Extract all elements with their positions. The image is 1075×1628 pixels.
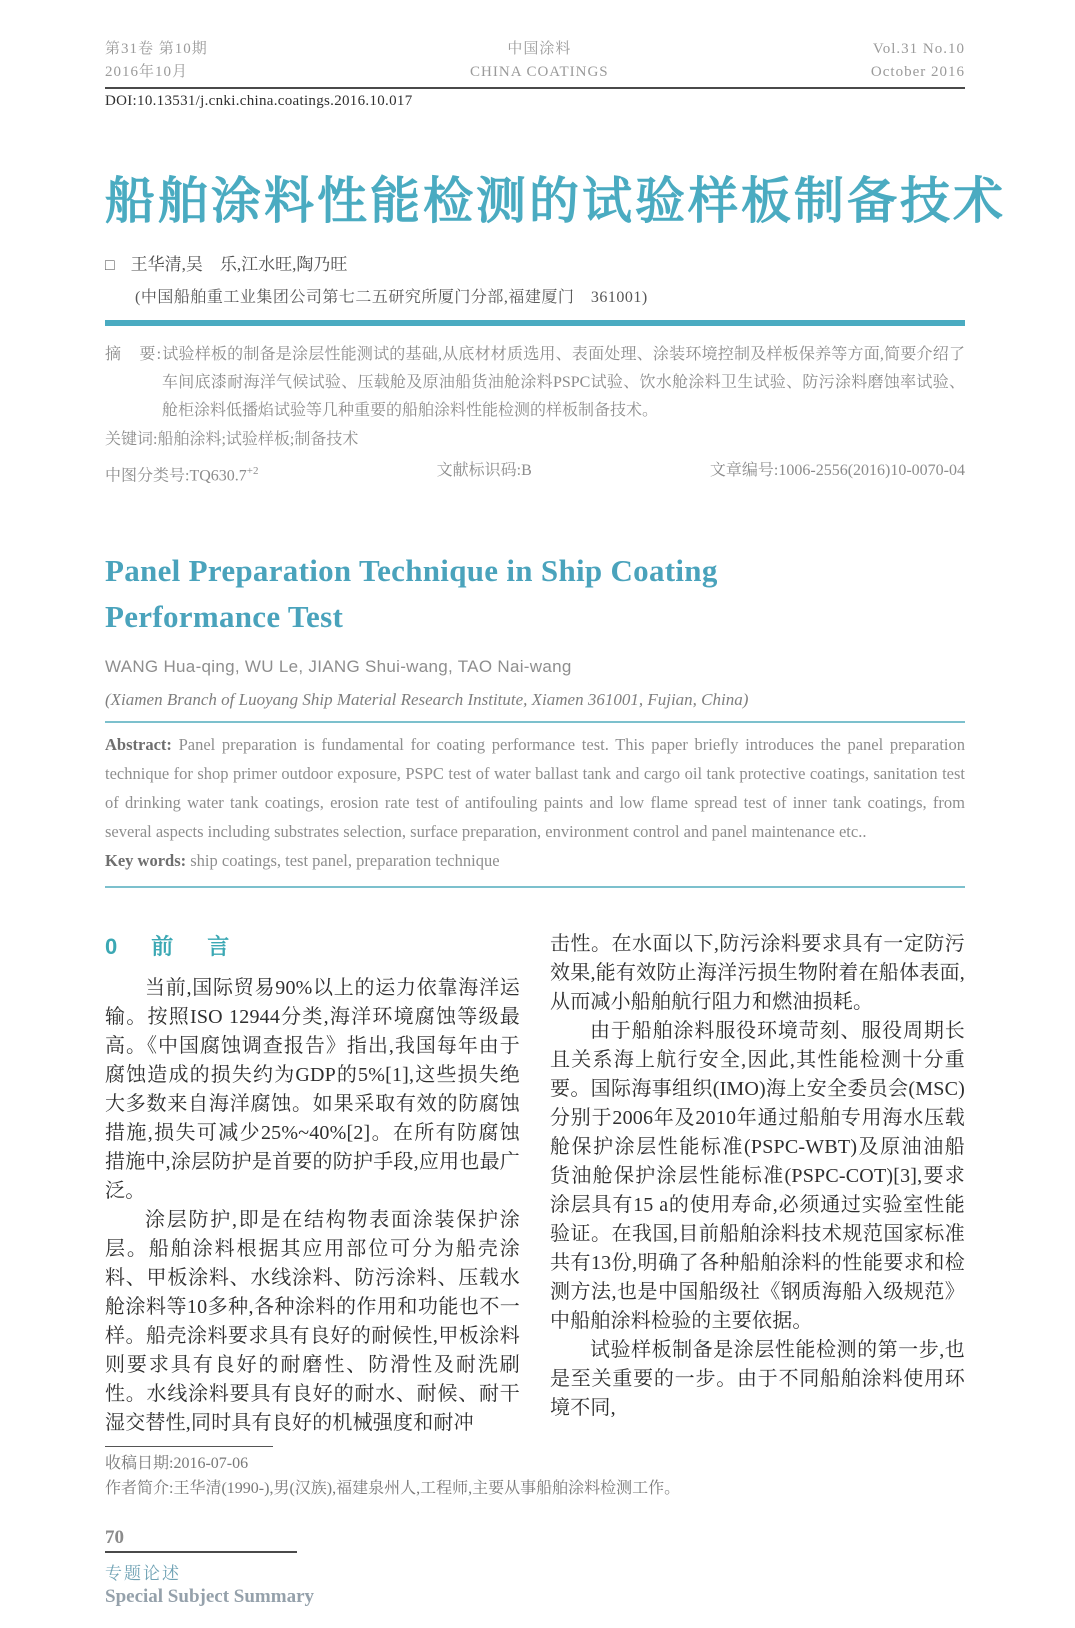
footer-divider <box>105 1551 297 1553</box>
received-date: 2016-07-06 <box>173 1455 249 1473</box>
body-paragraph: 试验样板制备是涂层性能检测的第一步,也是至关重要的一步。由于不同船舶涂料使用环境不同, <box>550 1339 965 1420</box>
header-journal-name <box>470 38 609 84</box>
keywords-label-cn: 关键词: <box>105 431 158 448</box>
abstract-label-cn: 摘 要: <box>105 346 163 363</box>
journal-header <box>105 38 965 110</box>
doc-code-label: 文献标识码: <box>436 462 522 479</box>
article-title-cn: 船舶涂料性能检测的试验样板制备技术 <box>105 173 1006 229</box>
abstract-label-en: Abstract: <box>105 735 172 755</box>
body-paragraph: 涂层防护,即是在结构物表面涂装保护涂层。船舶涂料根据其应用部位可分为船壳涂料、甲板涂料、水线涂料、防污涂料、压载水舱涂料等10多种,各种涂料的作用和功能也不一样。船壳涂料要求具有良好的耐候性,甲板涂料则要求具有良好的耐磨性、防滑性及耐洗刷性。水线涂料要具有良好的耐水、耐候、耐干湿交替性,同时具有良好的机械强度和耐冲 <box>105 1209 520 1435</box>
keywords-line-cn <box>105 426 965 454</box>
doi-line: DOI:10.13531/j.cnki.china.coatings.2016.10.017 <box>105 93 413 109</box>
body-column-right <box>550 930 965 1438</box>
keywords-cn: 船舶涂料;试验样板;制备技术 <box>157 431 359 448</box>
author-bio-line <box>105 1476 965 1501</box>
abstract-paragraph-en <box>105 730 965 846</box>
doc-code-value: B <box>521 462 532 479</box>
article-id <box>710 457 965 490</box>
abstract-bottom-rule <box>105 886 965 888</box>
clc-label: 中图分类号: <box>105 467 190 485</box>
clc-superscript: +2 <box>246 465 259 477</box>
clc-value: TQ630.7 <box>189 467 247 485</box>
authors-en: WANG Hua-qing, WU Le, JIANG Shui-wang, TAO Nai-wang <box>105 657 572 677</box>
clc-number <box>105 457 259 490</box>
body-paragraph: 由于船舶涂料服役环境苛刻、服役周期长且关系海上航行安全,因此,其性能检测十分重要。国际海事组织(IMO)海上安全委员会(MSC)分别于2006年及2010年通过船舶专用海水压载舱保护涂层性能标准(PSPC-WBT)及原油油船货油舱保护涂层性能标准(PSPC-COT)[3],要求涂层具有15 a的使用寿命,必须通过实验室性能验证。在我国,目前船舶涂料技术规范国家标准共有13份,明确了各种船舶涂料的性能要求和检测方法,也是中国船级社《钢质海船入级规范》中船舶涂料检验的主要依据。 <box>550 1020 965 1333</box>
article-title-en <box>105 548 965 640</box>
title-en-line1: Panel Preparation Technique in Ship Coating <box>105 553 718 589</box>
body-paragraph: 当前,国际贸易90%以上的运力依靠海洋运输。按照ISO 12944分类,海洋环境腐蚀等级最高。《中国腐蚀调查报告》指出,我国每年由于腐蚀造成的损失约为GDP的5%[1],这些损失绝大多数来自海洋腐蚀。如果采取有效的防腐蚀措施,损失可减少25%~40%[2]。在所有防腐蚀措施中,涂层防护是首要的防护手段,应用也最广泛。 <box>105 977 520 1203</box>
authors-cn: 王华清,吴 乐,江水旺,陶乃旺 <box>130 255 348 274</box>
abstract-text-en: Panel preparation is fundamental for coating performance test. This paper briefly introduces the panel preparation technique for shop primer outdoor exposure, PSPC test of water ballast tank and cargo oil tank protective coatings, sanitation test of drinking water tank coatings, erosion rate test of antifouling paints and low flame spread test of inner tank coatings, from several aspects including substrates selection, surface preparation, environment control and panel maintenance etc.. <box>105 735 966 842</box>
column-title-cn: 专题论述 <box>105 1564 181 1584</box>
affiliation-en: (Xiamen Branch of Luoyang Ship Material Research Institute, Xiamen 361001, Fujian, China) <box>105 690 749 710</box>
page-footer <box>105 1527 965 1608</box>
header-issue-info-en <box>871 38 965 84</box>
title-en-line2: Performance Test <box>105 599 344 635</box>
abstract-text-cn: 试验样板的制备是涂层性能测试的基础,从底材材质选用、表面处理、涂装环境控制及样板保养等方面,简要介绍了车间底漆耐海洋气候试验、压载舱及原油船货油舱涂料PSPC试验、饮水舱涂料卫生试验、防污涂料磨蚀率试验、舱柜涂料低播焰试验等几种重要的船舶涂料性能检测的样板制备技术。 <box>162 346 965 419</box>
page-number: 70 <box>105 1527 124 1549</box>
received-label: 收稿日期: <box>105 1455 174 1473</box>
journal-name-en: CHINA COATINGS <box>470 64 609 80</box>
header-issue-info <box>105 38 208 84</box>
abstract-block-cn <box>105 341 965 490</box>
authors-line-cn <box>105 250 965 275</box>
keywords-label-en: Key words: <box>105 851 187 871</box>
date-en: October 2016 <box>870 64 965 80</box>
body-columns <box>105 930 965 1438</box>
article-id-value: 1006-2556(2016)10-0070-04 <box>778 462 965 479</box>
body-column-left <box>105 930 520 1438</box>
author-marker-square: □ <box>105 257 115 274</box>
keywords-line-en <box>105 846 965 875</box>
article-id-label: 文章编号: <box>709 462 779 479</box>
bio-label: 作者简介: <box>105 1480 174 1498</box>
classification-row <box>105 457 965 490</box>
column-title-en: Special Subject Summary <box>105 1586 314 1608</box>
footnote-divider <box>105 1446 273 1447</box>
body-paragraph: 击性。在水面以下,防污涂料要求具有一定防污效果,能有效防止海洋污损生物附着在船体表面,从而减小船舶航行阻力和燃油损耗。 <box>550 933 965 1014</box>
footnote-block <box>105 1446 965 1501</box>
abstract-block-en <box>105 730 965 875</box>
accent-bar <box>105 320 965 326</box>
section-heading-0: 0 前 言 <box>105 934 236 960</box>
header-row <box>105 38 965 84</box>
volume-issue-en: Vol.31 No.10 <box>872 41 965 57</box>
volume-issue-cn: 第31卷 第10期 <box>105 41 208 57</box>
header-divider <box>105 87 965 89</box>
journal-name-cn: 中国涂料 <box>507 41 572 57</box>
bio-text: 王华清(1990-),男(汉族),福建泉州人,工程师,主要从事船舶涂料检测工作。 <box>173 1480 681 1498</box>
document-code <box>437 457 532 490</box>
abstract-paragraph-cn <box>105 341 965 425</box>
affiliation-cn: (中国船舶重工业集团公司第七二五研究所厦门分部,福建厦门 361001) <box>135 289 648 306</box>
date-cn: 2016年10月 <box>105 64 189 80</box>
keywords-en: ship coatings, test panel, preparation technique <box>190 851 500 871</box>
received-date-line <box>105 1451 965 1476</box>
abstract-top-rule <box>105 721 965 723</box>
